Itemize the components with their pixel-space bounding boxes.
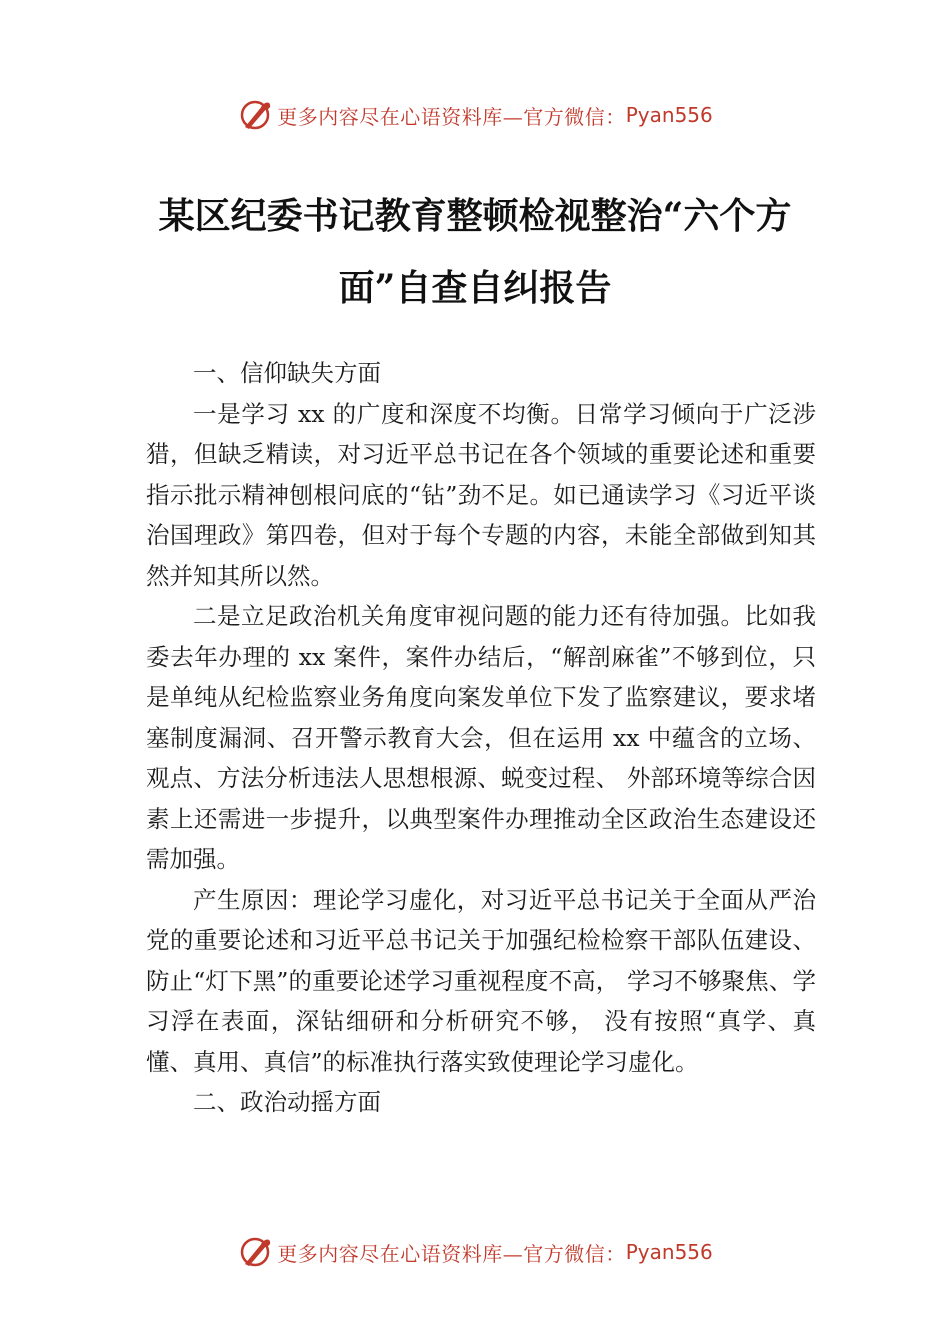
section-heading-1: 一、信仰缺失方面 [193,359,381,387]
quill-pen-logo-icon [237,1234,273,1270]
document-title [145,180,805,324]
title-line-1: 某区纪委书记教育整顿检视整治“六个方 [158,195,792,237]
paragraph-2: 二是立足政治机关角度审视问题的能力还有待加强。比如我委去年办理的 xx 案件，案件办结后，“解剖麻雀”不够到位，只是单纯从纪检监察业务角度向案发单位下发了监察建议，要求堵塞制度漏洞、召开警示教育大会，但在运用 xx 中蕴含的立场、观点、方法分析违法人思想根源、蜕变过程、 外部环境等综合因素上还需进一步提升，以典型案件办理推动全区政治生态建设还需加强。 [146,602,816,873]
quill-pen-logo-icon [237,97,273,133]
paragraph-cause: 产生原因：理论学习虚化，对习近平总书记关于全面从严治党的重要论述和习近平总书记关于加强纪检检察干部队伍建设、防止“灯下黑”的重要论述学习重视程度不高， 学习不够聚焦、学习浮在表面，深钻细研和分析研究不够， 没有按照“真学、真懂、真用、真信”的标准执行落实致使理论学习虚化。 [146,885,816,1076]
paragraph-1: 一是学习 xx 的广度和深度不均衡。日常学习倾向于广泛涉猎，但缺乏精读，对习近平总书记在各个领域的重要论述和重要指示批示精神刨根问底的“钻”劲不足。如已通读学习《习近平谈治国理政》第四卷，但对于每个专题的内容，未能全部做到知其然并知其所以然。 [146,399,816,590]
title-line-2: 面”自查自纠报告 [338,267,612,309]
banner-wechat-id: Pyan556 [625,103,713,127]
section-heading-2: 二、政治动摇方面 [193,1088,381,1116]
banner-text: 更多内容尽在心语资料库—官方微信： [277,104,626,129]
footer-banner [0,1232,950,1272]
document-body [146,353,816,1123]
banner-wechat-id: Pyan556 [625,1240,713,1264]
header-banner [0,95,950,135]
banner-text: 更多内容尽在心语资料库—官方微信： [277,1241,626,1266]
